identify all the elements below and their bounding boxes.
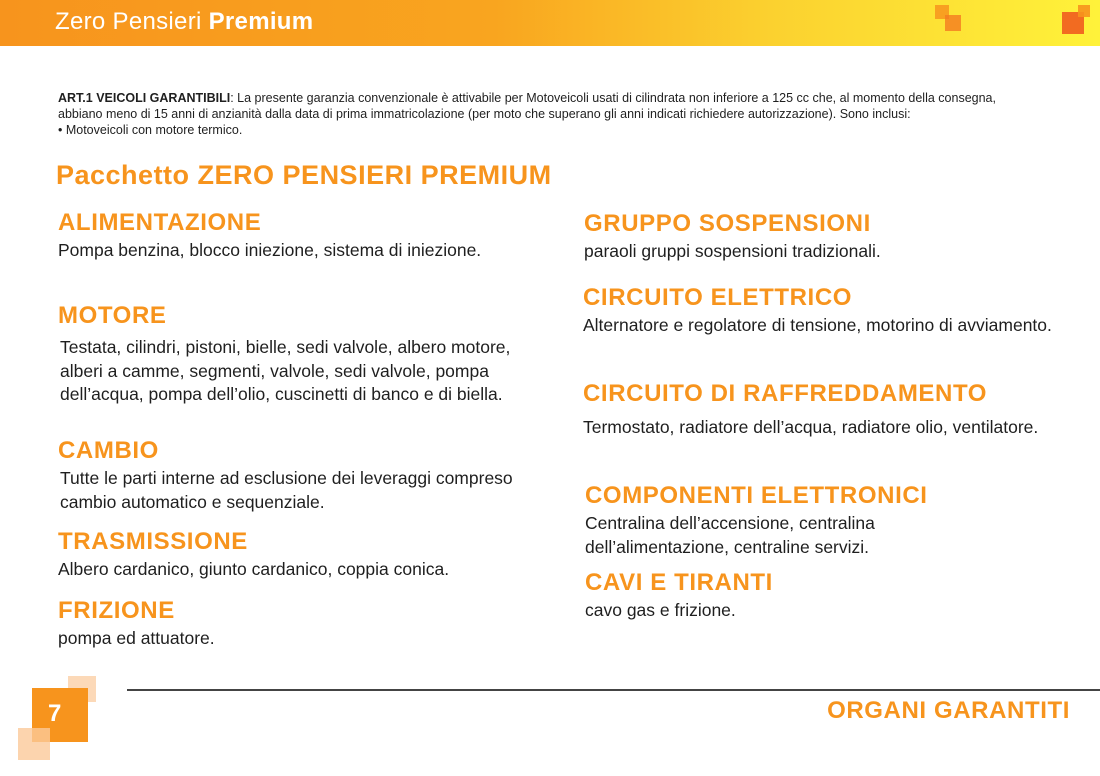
section-alimentazione xyxy=(58,209,538,263)
section-componenti-elettronici xyxy=(585,482,1065,559)
section-title: COMPONENTI ELETTRONICI xyxy=(585,482,928,509)
footer-label: ORGANI GARANTITI xyxy=(827,697,1070,724)
section-text: Tutte le parti interne ad esclusione dei leveraggi compreso cambio automatico e sequenziale. xyxy=(60,468,513,512)
header-band xyxy=(0,0,1100,46)
page-number: 7 xyxy=(48,700,62,727)
intro-text: : La presente garanzia convenzionale è attivabile per Motoveicoli usati di cilindrata non inferiore a 125 cc che, al momento della consegna, abbiano meno di 15 anni di anzianità dalla data di prima immatricolazione (per moto che superano gli anni indicati richiedere autorizzazione). Sono inclusi: xyxy=(58,91,996,121)
section-circuito-elettrico xyxy=(583,284,1053,338)
header-title-light: Zero Pensieri xyxy=(55,8,202,35)
section-trasmissione xyxy=(58,528,558,582)
intro-article-label: ART.1 VEICOLI GARANTIBILI xyxy=(58,91,231,105)
section-text: pompa ed attuatore. xyxy=(58,628,215,648)
section-cavi-tiranti xyxy=(585,569,1055,623)
decor-square xyxy=(945,15,961,31)
section-title: FRIZIONE xyxy=(58,597,175,624)
section-title: CIRCUITO DI RAFFREDDAMENTO xyxy=(583,380,988,407)
section-title: CAVI E TIRANTI xyxy=(585,569,773,596)
section-title: CIRCUITO ELETTRICO xyxy=(583,284,853,311)
package-title: Pacchetto ZERO PENSIERI PREMIUM xyxy=(56,160,552,190)
section-text: Albero cardanico, giunto cardanico, coppia conica. xyxy=(58,559,450,579)
section-title: CAMBIO xyxy=(58,437,159,464)
section-text: Centralina dell’accensione, centralina dell’alimentazione, centraline servizi. xyxy=(585,513,875,557)
section-title: GRUPPO SOSPENSIONI xyxy=(584,210,871,237)
section-text: Termostato, radiatore dell’acqua, radiatore olio, ventilatore. xyxy=(583,417,1039,437)
section-text: Testata, cilindri, pistoni, bielle, sedi valvole, albero motore, alberi a camme, segmenti, valvole, sedi valvole, pompa dell’acqua, pompa dell’olio, cuscinetti di banco e di biella. xyxy=(60,337,511,404)
header-title-bold: Premium xyxy=(208,8,314,35)
section-gruppo-sospensioni xyxy=(584,210,1074,264)
section-motore xyxy=(58,302,538,407)
section-text: Alternatore e regolatore di tensione, motorino di avviamento. xyxy=(583,315,1052,335)
section-cambio xyxy=(58,437,553,514)
footer-divider xyxy=(127,689,1100,691)
section-title: MOTORE xyxy=(58,302,167,329)
section-text: paraoli gruppi sospensioni tradizionali. xyxy=(584,241,881,261)
section-title: ALIMENTAZIONE xyxy=(58,209,262,236)
section-frizione xyxy=(58,597,538,651)
header-title xyxy=(55,8,313,36)
intro-bullet: • Motoveicoli con motore termico. xyxy=(58,123,243,137)
intro-paragraph xyxy=(58,90,1043,138)
section-circuito-raffreddamento xyxy=(583,380,1083,440)
decor-square xyxy=(18,728,50,760)
section-title: TRASMISSIONE xyxy=(58,528,248,555)
section-text: cavo gas e frizione. xyxy=(585,600,736,620)
section-text: Pompa benzina, blocco iniezione, sistema di iniezione. xyxy=(58,240,482,260)
decor-square xyxy=(1078,5,1090,17)
